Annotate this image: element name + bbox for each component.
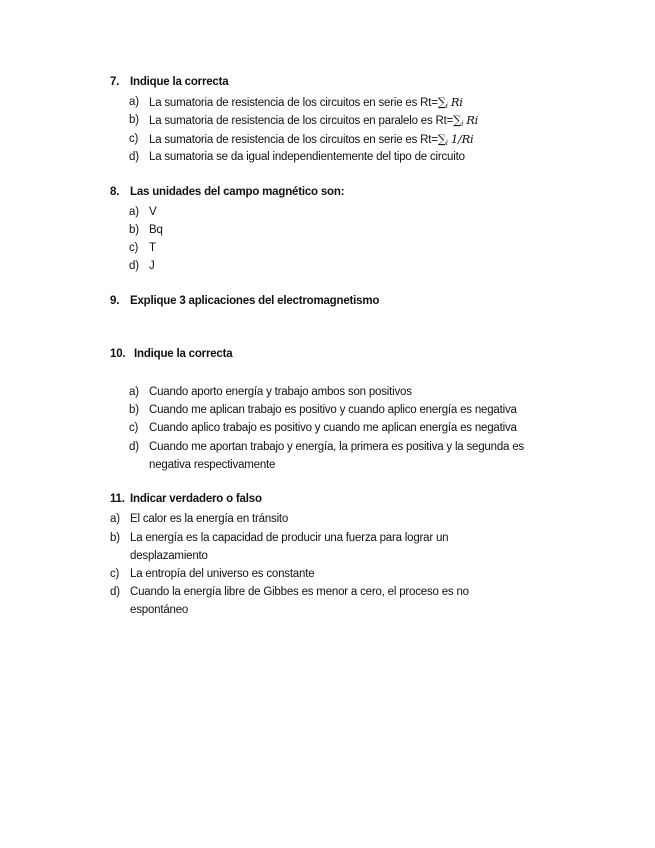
option-label: b) <box>129 114 139 126</box>
question-11-number: 11. <box>110 493 125 505</box>
sigma-subscript: i <box>445 102 448 110</box>
option-text: La sumatoria de resistencia de los circuitos en serie es Rt= <box>149 97 438 109</box>
question-8-number: 8. <box>110 186 120 198</box>
question-7-title <box>110 76 228 88</box>
sigma-subscript: i <box>461 120 464 128</box>
question-11-option-d-continuation <box>130 601 188 619</box>
option-label: a) <box>110 513 120 525</box>
option-text: La sumatoria se da igual independientemente del tipo de circuito <box>149 151 465 163</box>
option-label: b) <box>129 404 139 416</box>
option-label: c) <box>129 133 139 145</box>
option-text: V <box>149 206 157 218</box>
question-8-text: Las unidades del campo magnético son: <box>130 186 345 198</box>
option-label: c) <box>110 568 120 580</box>
option-label: b) <box>129 224 139 236</box>
option-label: a) <box>129 206 139 218</box>
option-text: Cuando me aportan trabajo y energía, la primera es positiva y la segunda es <box>149 441 524 453</box>
question-9-text: Explique 3 aplicaciones del electromagnetismo <box>130 295 380 307</box>
sigma-symbol: ∑ <box>437 95 446 109</box>
option-text: Cuando aporto energía y trabajo ambos son positivos <box>149 386 412 398</box>
question-9-number: 9. <box>110 295 120 307</box>
option-label: c) <box>129 422 139 434</box>
math-term: 1/Ri <box>450 132 474 146</box>
option-text-continuation: desplazamiento <box>130 550 208 562</box>
option-text-continuation: negativa respectivamente <box>149 459 276 471</box>
option-label: c) <box>129 242 139 254</box>
option-text: T <box>149 242 156 254</box>
question-10-text: Indique la correcta <box>134 348 233 360</box>
option-text: Cuando me aplican trabajo es positivo y cuando aplico energía es negativa <box>149 404 517 416</box>
option-label: a) <box>129 96 139 108</box>
option-text: La energía es la capacidad de producir una fuerza para lograr un <box>130 532 449 544</box>
option-label: b) <box>110 532 120 544</box>
option-text-continuation: espontáneo <box>130 604 189 616</box>
sigma-symbol: ∑ <box>453 113 462 127</box>
option-text: Cuando aplico trabajo es positivo y cuando me aplican energía es negativa <box>149 422 517 434</box>
math-term: Ri <box>466 113 479 127</box>
sigma-symbol: ∑ <box>437 132 446 146</box>
option-text: La entropía del universo es constante <box>130 568 315 580</box>
question-9-title <box>110 295 379 307</box>
question-11-title <box>110 493 262 505</box>
question-10-number: 10. <box>110 348 126 360</box>
option-label: a) <box>129 386 139 398</box>
option-text: El calor es la energía en tránsito <box>130 513 289 525</box>
option-text: Bq <box>149 224 163 236</box>
question-10-option-d-continuation <box>149 456 275 474</box>
option-label: d) <box>110 586 120 598</box>
option-label: d) <box>129 260 139 272</box>
math-term: Ri <box>450 95 463 109</box>
option-text: J <box>149 260 155 272</box>
option-text: La sumatoria de resistencia de los circuitos en paralelo es Rt= <box>149 115 454 127</box>
option-label: d) <box>129 441 139 453</box>
question-7-text: Indique la correcta <box>130 76 229 88</box>
question-11-option-b-continuation <box>130 547 208 565</box>
question-7-number: 7. <box>110 76 120 88</box>
sigma-subscript: i <box>445 139 448 147</box>
option-text: La sumatoria de resistencia de los circuitos en serie es Rt= <box>149 134 438 146</box>
question-8-title <box>110 186 344 198</box>
option-label: d) <box>129 151 139 163</box>
question-10-title <box>110 348 232 360</box>
option-text: Cuando la energía libre de Gibbes es menor a cero, el proceso es no <box>130 586 469 598</box>
question-11-text: Indicar verdadero o falso <box>130 493 262 505</box>
